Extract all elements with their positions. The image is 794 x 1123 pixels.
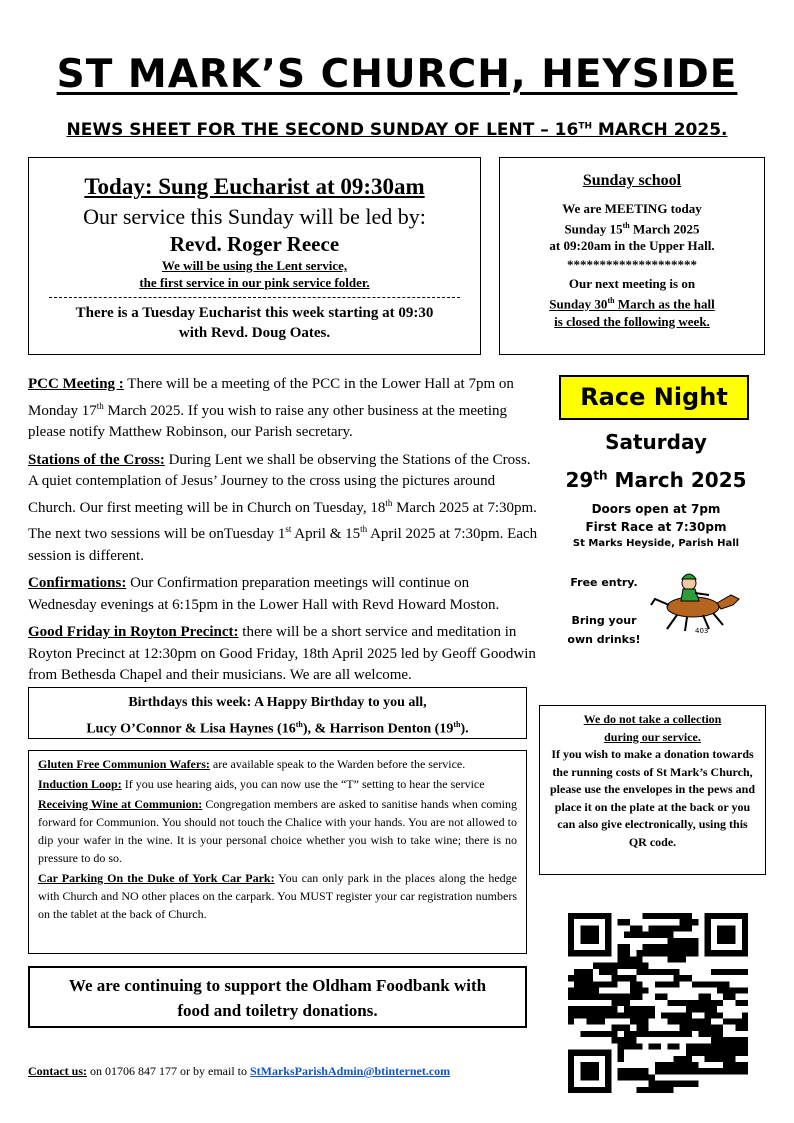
stations-text4: April 2025 at 7:30pm. Each session is different. xyxy=(28,526,538,564)
pcc-item xyxy=(28,374,538,444)
birthday-line2 xyxy=(29,714,526,741)
race-date-sup: th xyxy=(593,468,608,483)
race-night-poster xyxy=(541,375,771,646)
race-day: Saturday xyxy=(605,430,707,454)
race-date-month: March 2025 xyxy=(607,468,747,492)
foodbank-box xyxy=(28,966,527,1028)
news-items xyxy=(28,374,538,693)
today-service-box xyxy=(28,157,481,355)
wine-item xyxy=(38,795,517,867)
svg-text:403: 403 xyxy=(695,627,709,635)
confirm-label: Confirmations: xyxy=(28,575,127,591)
pcc-sup: th xyxy=(96,400,104,411)
confirmations-item xyxy=(28,573,538,616)
race-times xyxy=(541,500,771,536)
qr-code-icon xyxy=(568,913,748,1093)
race-night-banner: Race Night xyxy=(559,375,749,420)
ss-line2-a: Sunday 15 xyxy=(564,221,623,237)
ss-line6: is closed the following week. xyxy=(554,313,710,329)
subtitle-sup: TH xyxy=(578,121,592,132)
page-subtitle xyxy=(0,120,794,140)
ss-line2-sup: th xyxy=(622,221,630,230)
gluten-free-item xyxy=(38,755,517,773)
bday-names-a: Lucy O’Connor & Lisa Haynes (16 xyxy=(86,721,296,737)
confirm-text: Our Confirmation preparation meetings will continue on Wednesday evenings at 6:15pm in the Lower Hall with Revd Howard Moston. xyxy=(28,575,500,613)
wine-text: Congregation members are asked to sanitise hands when coming forward for Communion. You should not touch the Chalice with your hands. You are not allowed to dip your wafer in the wine. It is your personal choice whether you wish to take wine; there is no pressure to do so. xyxy=(38,797,517,865)
ss-line2 xyxy=(500,217,764,237)
parking-label: Car Parking On the Duke of York Car Park: xyxy=(38,871,275,885)
contact-email-link[interactable]: StMarksParishAdmin@btinternet.com xyxy=(249,1064,451,1078)
pink-folder-note: the first service in our pink service folder. xyxy=(139,275,370,290)
free-entry-text xyxy=(559,573,649,649)
stations-text1: During Lent we shall be observing the Stations of the Cross. A quiet contemplation of Jesus’ Journey to the cross using the pictures around Church. Our first meeting will be in Church on Tuesday, 18 xyxy=(28,451,531,516)
tuesday-eucharist xyxy=(29,303,480,343)
birthdays-box xyxy=(28,687,527,739)
parking-item xyxy=(38,869,517,923)
gluten-text: are available speak to the Warden before the service. xyxy=(209,757,466,771)
bday-names-b: ), & Harrison Denton (19 xyxy=(302,721,454,737)
stations-sup1: th xyxy=(385,497,393,508)
goodfri-text: there will be a short service and meditation in Royton Precinct at 12:30pm on Good Friday, 18th April 2025 led by Geoff Goodwin from Bethesda Chapel and their musicians. We are all welcome. xyxy=(28,624,536,683)
info-box xyxy=(28,750,527,954)
gluten-label: Gluten Free Communion Wafers: xyxy=(38,757,210,771)
bday-names-c: ). xyxy=(460,721,469,737)
free-line2: Bring your xyxy=(571,614,637,627)
today-heading: Today: Sung Eucharist at 09:30am xyxy=(84,174,425,199)
induction-loop-item xyxy=(38,775,517,793)
bday-sup1: th xyxy=(295,720,303,729)
bday-sup2: th xyxy=(453,720,461,729)
ss-line5-a: Sunday 30 xyxy=(549,296,608,312)
stations-sup3: th xyxy=(360,524,368,534)
subtitle-text-end: MARCH 2025. xyxy=(592,120,728,140)
tuesday-line2: with Revd. Doug Oates. xyxy=(178,325,331,341)
contact-line xyxy=(28,1064,450,1079)
subtitle-text: NEWS SHEET FOR THE SECOND SUNDAY OF LENT – 16 xyxy=(66,120,579,140)
race-date xyxy=(541,468,771,492)
ss-line2-b: March 2025 xyxy=(629,221,700,237)
parking-text: You can only park in the places along the hedge with Church and NO other places on the carpark. You MUST register your car registration numbers on the tablet at the back of Church. xyxy=(38,871,518,921)
race-date-day: 29 xyxy=(565,468,594,492)
wine-label: Receiving Wine at Communion: xyxy=(38,797,203,811)
collection-body: If you wish to make a donation towards the running costs of St Mark’s Church, please use the envelopes in the pews and place it on the plate at the back or you can also give electronically, using this QR code. xyxy=(549,747,755,849)
pcc-label: PCC Meeting : xyxy=(28,376,124,392)
collection-line1: We do not take a collection xyxy=(583,712,722,726)
good-friday-item xyxy=(28,622,538,687)
ss-line5 xyxy=(500,292,764,312)
ss-line3: at 09:20am in the Upper Hall. xyxy=(549,238,715,254)
collection-line2: during our service. xyxy=(604,729,701,744)
ss-stars: ******************** xyxy=(567,257,697,273)
pcc-text: There will be a meeting of the PCC in the Lower Hall at 7pm on Monday 17 xyxy=(28,376,514,419)
loop-label: Induction Loop: xyxy=(38,777,122,791)
free-line3: own drinks! xyxy=(567,633,641,646)
tuesday-line1: There is a Tuesday Eucharist this week starting at 09:30 xyxy=(75,305,434,321)
led-by-text: Our service this Sunday will be led by: xyxy=(83,204,426,229)
ss-line4: Our next meeting is on xyxy=(568,276,696,292)
goodfri-label: Good Friday in Royton Precinct: xyxy=(28,624,239,640)
pcc-text-end: March 2025. If you wish to raise any other business at the meeting please notify Matthew Robinson, our Parish secretary. xyxy=(28,402,508,440)
horse-jockey-icon xyxy=(645,565,745,635)
stations-sup2: st xyxy=(285,524,292,534)
foodbank-line2: food and toiletry donations. xyxy=(177,1001,378,1020)
stations-text3: April & 15 xyxy=(291,526,361,542)
lent-service-note: We will be using the Lent service, xyxy=(161,258,348,273)
birthday-line1: Birthdays this week: A Happy Birthday to you all, xyxy=(128,695,427,710)
stations-text2: March 2025 at 7:30pm. The next two sessions will be onTuesday 1 xyxy=(28,499,537,542)
first-race: First Race at 7:30pm xyxy=(585,520,727,534)
page-title: ST MARK’S CHURCH, HEYSIDE xyxy=(56,52,738,97)
loop-text: If you use hearing aids, you can now use the “T” setting to hear the service xyxy=(121,777,485,791)
stations-label: Stations of the Cross: xyxy=(28,451,165,468)
doors-open: Doors open at 7pm xyxy=(591,502,721,516)
race-venue: St Marks Heyside, Parish Hall xyxy=(572,538,740,549)
contact-text: on 01706 847 177 or by email to xyxy=(87,1064,250,1078)
sunday-school-box xyxy=(499,157,765,355)
stations-item xyxy=(28,450,538,568)
sunday-school-heading: Sunday school xyxy=(582,172,682,189)
contact-label: Contact us: xyxy=(28,1064,87,1078)
ss-line5-sup: th xyxy=(607,296,615,306)
collection-box xyxy=(539,705,766,875)
foodbank-line1: We are continuing to support the Oldham Foodbank with xyxy=(68,976,487,995)
dashed-divider xyxy=(49,297,460,298)
ss-line5-b: March as the hall xyxy=(614,296,715,312)
service-leader: Revd. Roger Reece xyxy=(169,232,340,256)
ss-line1: We are MEETING today xyxy=(562,201,702,216)
free-line1: Free entry. xyxy=(570,576,638,589)
